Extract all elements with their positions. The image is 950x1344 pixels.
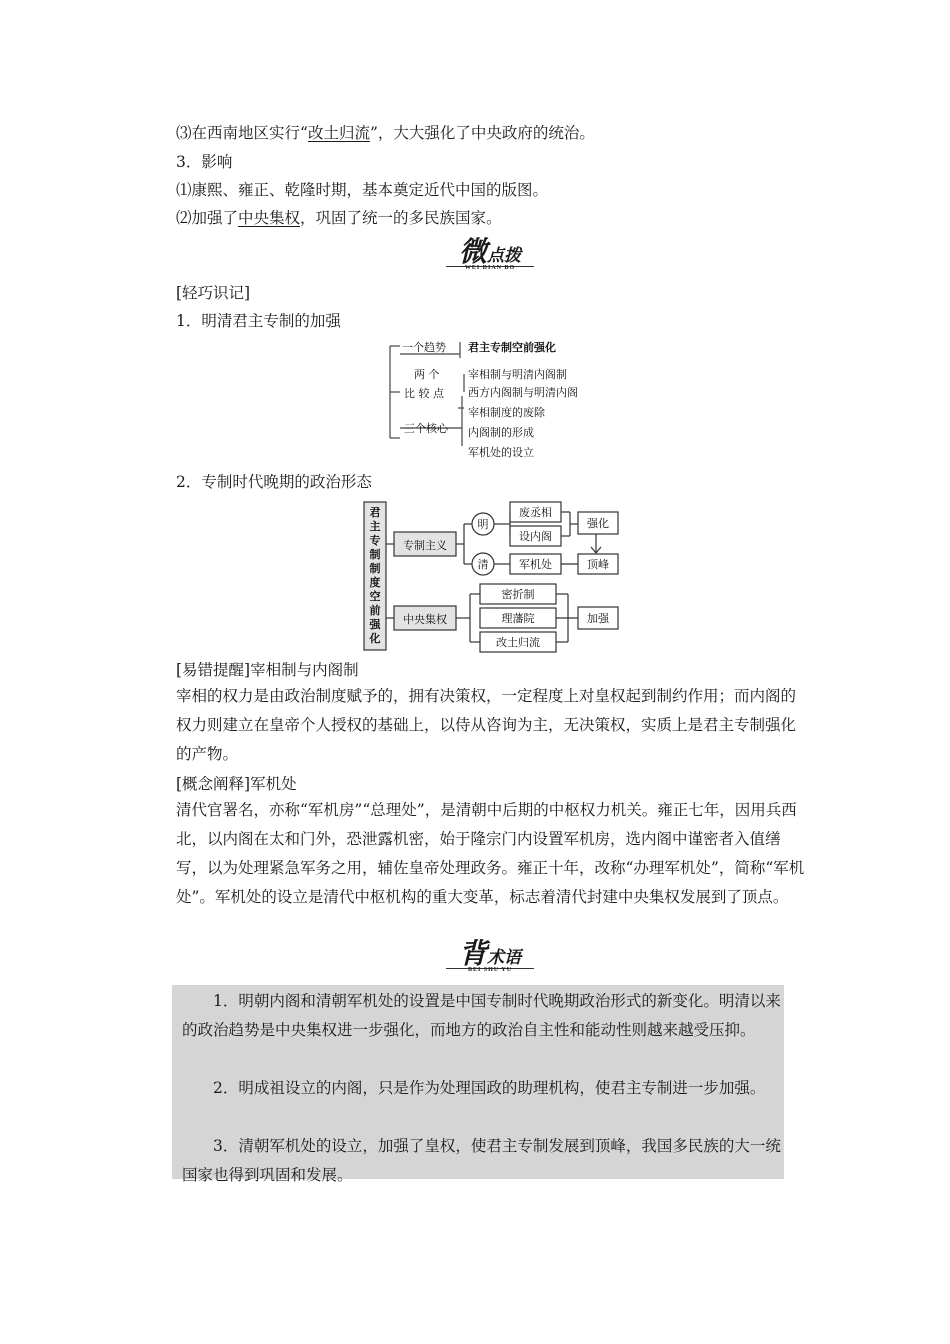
enhance-label: 加强 — [587, 612, 609, 625]
vertical-title-char: 制 — [369, 562, 381, 575]
strengthen-label: 强化 — [587, 517, 609, 530]
core-1: 宰相制度的废除 — [468, 406, 545, 419]
vertical-title-char: 强 — [369, 618, 381, 631]
line-reform — [176, 123, 595, 143]
concept-label: [概念阐释] — [176, 775, 251, 793]
c3-label: 改土归流 — [496, 636, 540, 649]
logo-text: 点拨 — [487, 246, 521, 266]
vertical-title-char: 度 — [369, 576, 381, 589]
trend-text: 君主专制空前强化 — [468, 341, 556, 354]
ming-1-label: 废丞相 — [519, 506, 552, 519]
diagram-ming-qing-autocracy — [380, 334, 610, 468]
compare-2: 西方内阁制与明清内阁 — [468, 386, 578, 399]
concept-topic: 军机处 — [250, 775, 297, 793]
underlined-term: 改土归流 — [307, 124, 370, 142]
peak-label: 顶峰 — [587, 558, 609, 571]
item1-title: 1．明清君主专制的加强 — [176, 312, 341, 330]
core-3: 军机处的设立 — [468, 446, 534, 459]
vertical-title-char: 制 — [369, 548, 381, 561]
vertical-title-char: 前 — [369, 604, 381, 617]
wei-dian-bo-logo — [440, 235, 540, 271]
vertical-title-char: 空 — [369, 590, 381, 603]
vertical-title-char: 君 — [369, 506, 381, 519]
logo-pinyin: WEI DIAN BO — [464, 265, 516, 271]
ming-label: 明 — [477, 518, 489, 531]
core-2: 内阁制的形成 — [468, 426, 534, 439]
compare-label-a: 两 个 — [414, 368, 440, 381]
diagram-political-form — [360, 498, 630, 654]
underlined-term: 中央集权 — [238, 209, 301, 227]
qing-label: 清 — [477, 558, 489, 571]
absolutism-label: 专制主义 — [403, 539, 447, 552]
trend-label: 一个趋势 — [402, 341, 446, 354]
bei-shu-yu-logo — [440, 937, 540, 973]
ming-2-label: 设内阁 — [519, 530, 552, 543]
vertical-title-char: 主 — [369, 520, 381, 533]
error-tip-text — [176, 682, 808, 769]
error-tip-heading — [176, 660, 359, 680]
logo-text: 术语 — [487, 948, 521, 968]
logo-char: 微 — [458, 235, 487, 268]
summary-box — [172, 985, 784, 1184]
concept-text: 清代官署名，亦称“军机房”“总理处”，是清朝中后期的中枢权力机关。雍正七年，因用兵西北，以内阁在太和门外，恐泄露机密，始于隆宗门内设置军机房，选内阁中谨密者入值缮写，以为处理紧急军务之用，辅佐皇帝处理政务。雍正十年，改称“办理军机处”，简称“军机处”。军机处的设立是清代中枢机构的重大变革，标志着清代封建中央集权发展到了顶点。 — [176, 801, 805, 906]
summary-p2: 2．明成祖设立的内阁，只是作为处理国政的助理机构，使君主专制进一步加强。 — [213, 1079, 766, 1097]
c1-label: 密折制 — [501, 588, 535, 601]
error-tip-topic: 宰相制与内阁制 — [250, 661, 359, 679]
vertical-title-char: 化 — [369, 632, 381, 645]
centralization-label: 中央集权 — [403, 613, 447, 626]
line-impact-1: ⑴康熙、雍正、乾隆时期，基本奠定近代中国的版图。 — [176, 181, 549, 199]
error-tip-body: 宰相的权力是由政治制度赋予的，拥有决策权，一定程度上对皇权起到制约作用；而内阁的权力则建立在皇帝个人授权的基础上，以侍从咨询为主，无决策权，实质上是君主专制强化的产物。 — [176, 687, 797, 763]
text: ⑶在西南地区实行“ — [176, 124, 308, 142]
error-tip-label: [易错提醒] — [176, 661, 251, 679]
text: ⑵加强了 — [176, 209, 239, 227]
line-impact-2 — [176, 208, 502, 228]
heading-impact: 3．影响 — [176, 153, 233, 171]
tip-label: [轻巧识记] — [176, 284, 251, 302]
c2-label: 理藩院 — [501, 612, 535, 625]
text: ”，大大强化了中央政府的统治。 — [369, 124, 595, 142]
core-label: 三个核心 — [404, 422, 448, 435]
logo-char: 背 — [458, 937, 487, 970]
compare-label-b: 比 较 点 — [404, 387, 444, 400]
summary-p1: 1．明朝内阁和清朝军机处的设置是中国专制时代晚期政治形式的新变化。明清以来的政治趋势是中央集权进一步强化，而地方的政治自主性和能动性则越来越受压抑。 — [182, 992, 781, 1039]
logo-pinyin: BEI SHU YU — [467, 967, 513, 973]
text: ，巩固了统一的多民族国家。 — [300, 209, 502, 227]
compare-1: 宰相制与明清内阁制 — [468, 368, 567, 381]
summary-p3: 3．清朝军机处的设立，加强了皇权，使君主专制发展到顶峰，我国多民族的大一统国家也得到巩固和发展。 — [182, 1137, 781, 1184]
concept-heading — [176, 774, 297, 794]
qing-1-label: 军机处 — [519, 558, 552, 571]
item2-title: 2．专制时代晚期的政治形态 — [176, 473, 372, 491]
vertical-title-char: 专 — [369, 534, 381, 547]
